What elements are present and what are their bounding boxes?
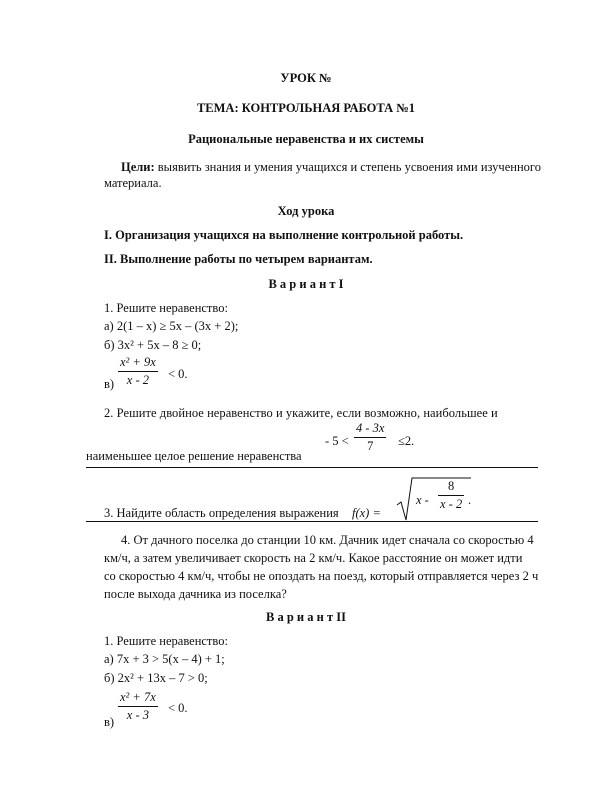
v1-q1a: а) 2(1 – x) ≥ 5x – (3x + 2); (104, 319, 239, 333)
v2-q1c-denominator: x - 3 (126, 708, 149, 722)
v1-q1b: б) 3x² + 5x – 8 ≥ 0; (104, 338, 202, 352)
v2-q1c-label: в) (104, 715, 115, 729)
course-heading: Ход урока (277, 204, 335, 218)
v2-q1: 1. Решите неравенство: (104, 634, 228, 648)
v1-q4-line-2: км/ч, а затем увеличивает скорость на 2 км/ч. Какое расстояние он может идти (104, 551, 523, 565)
v1-q2-numerator: 4 - 3x (356, 421, 385, 435)
fraction-bar (118, 706, 158, 707)
v1-q1: 1. Решите неравенство: (104, 301, 228, 315)
fraction-bar (438, 495, 464, 496)
v1-q1c-numerator: x² + 9x (120, 355, 156, 369)
v1-q3-tail: . (468, 493, 472, 507)
variant-2-title: В а р и а н т II (266, 610, 346, 624)
subtitle: Рациональные неравенства и их системы (188, 132, 424, 146)
fraction-bar (354, 437, 386, 438)
v1-q3-text: 3. Найдите область определения выражения (104, 506, 339, 520)
goals-text: выявить знания и умения учащихся и степень усвоения ими изученного (154, 160, 541, 174)
v2-q1a: а) 7x + 3 > 5(x – 4) + 1; (104, 652, 225, 666)
v2-q1c-tail: < 0. (168, 701, 188, 715)
separator-line (86, 467, 538, 468)
v1-q2-fraction (354, 421, 386, 454)
v1-q2-right: ≤2. (398, 434, 415, 448)
v1-q2-left: - 5 < (325, 434, 349, 448)
v1-q4-line-1: 4. От дачного поселка до станции 10 км. Дачник идет сначала со скоростью 4 (121, 533, 534, 547)
v1-q1c-tail: < 0. (168, 367, 188, 381)
v2-q1b: б) 2x² + 13x – 7 > 0; (104, 671, 208, 685)
v1-q2-line-2: наименьшее целое решение неравенства (86, 449, 302, 463)
v2-q2-line-1: 2. Решите двойное неравенство и укажите, если возможно, наибольшее и (104, 406, 498, 420)
fraction-bar (118, 371, 158, 372)
v1-q4-line-4: после выхода дачника из поселка? (104, 587, 287, 601)
goals-line-2: материала. (104, 176, 162, 190)
v1-q1c-denominator: x - 2 (126, 373, 149, 387)
v1-q4-line-3: со скоростью 4 км/ч, чтобы не опоздать на поезд, который отправляется через 2 ч (104, 569, 539, 583)
v1-q3-fraction (438, 479, 464, 512)
v2-q1c-fraction (118, 690, 158, 723)
topic-heading: ТЕМА: КОНТРОЛЬНАЯ РАБОТА №1 (196, 101, 416, 115)
goals-line-1 (121, 159, 541, 175)
v1-q3-numerator: 8 (447, 479, 455, 493)
v1-q3-inner-left: x - (416, 493, 429, 507)
variant-1-title: В а р и а н т I (268, 277, 344, 291)
v1-q3-denominator: x - 2 (440, 497, 463, 511)
step-1: I. Организация учащихся на выполнение контрольной работы. (104, 228, 464, 242)
separator-line (86, 521, 538, 522)
v1-q1c-label: в) (104, 377, 115, 391)
v1-q3-fx: f(x) = (352, 506, 381, 520)
goals-label: Цели: (121, 160, 155, 174)
v2-q1c-numerator: x² + 7x (120, 690, 156, 704)
lesson-heading: УРОК № (280, 71, 332, 85)
v1-q1c-fraction (118, 355, 158, 388)
v1-q2-denominator: 7 (367, 439, 374, 453)
step-2: II. Выполнение работы по четырем вариантам. (104, 252, 373, 266)
